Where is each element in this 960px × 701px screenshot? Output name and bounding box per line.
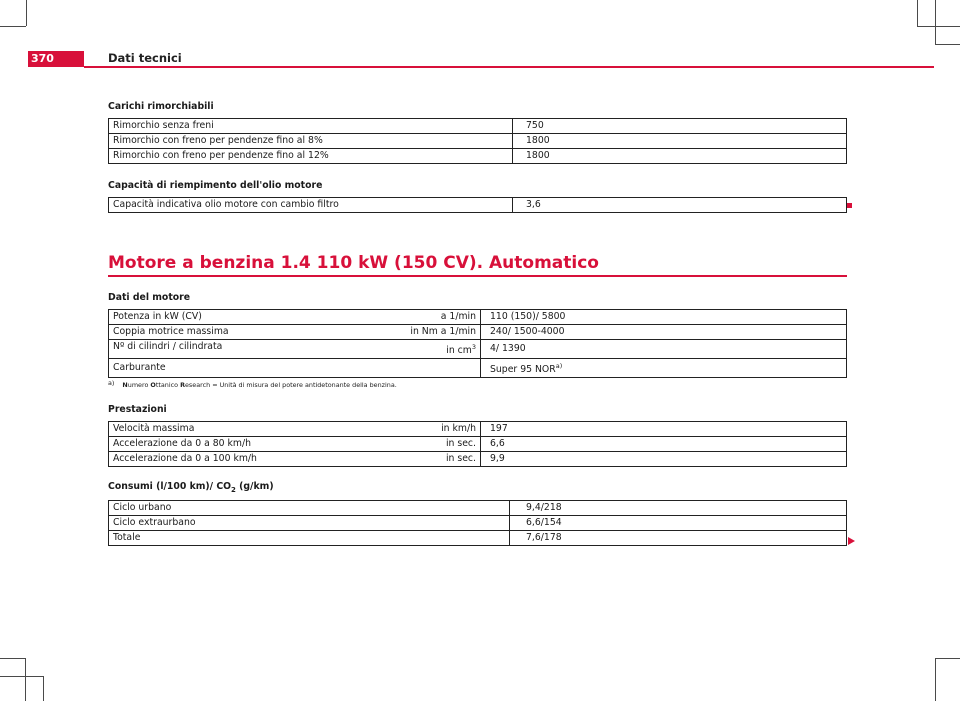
table-row xyxy=(109,531,847,546)
row-label-cell xyxy=(109,437,481,452)
crop-mark xyxy=(0,658,25,659)
table-row xyxy=(109,149,847,164)
table-row xyxy=(109,310,847,325)
crop-mark xyxy=(0,26,26,27)
crop-mark xyxy=(25,658,26,701)
section-title: Motore a benzina 1.4 110 kW (150 CV). Automatico xyxy=(108,253,599,273)
consumi-heading-sub: 2 xyxy=(231,485,236,494)
row-value: 1800 xyxy=(513,134,847,149)
row-unit: in sec. xyxy=(445,438,476,449)
row-unit-sup: 3 xyxy=(471,343,476,351)
crop-mark xyxy=(0,676,43,677)
row-unit: in km/h xyxy=(441,423,476,434)
motore-heading: Dati del motore xyxy=(108,292,191,303)
continue-arrow-icon xyxy=(848,537,855,545)
motore-table xyxy=(108,309,847,378)
table-row xyxy=(109,437,847,452)
row-label-cell xyxy=(109,422,481,437)
crop-mark xyxy=(43,676,44,701)
crop-mark xyxy=(26,0,27,26)
row-unit-group xyxy=(446,340,476,358)
row-label: Accelerazione da 0 a 80 km/h xyxy=(113,438,252,449)
row-unit: in sec. xyxy=(445,453,476,464)
row-label: Carburante xyxy=(113,362,166,374)
row-value xyxy=(481,340,847,359)
prestazioni-heading: Prestazioni xyxy=(108,404,167,415)
row-value: 9,9 xyxy=(481,452,847,467)
table-row xyxy=(109,119,847,134)
row-value xyxy=(481,359,847,378)
row-value-text: Super 95 NOR xyxy=(490,364,556,376)
row-label-cell xyxy=(109,452,481,467)
crop-mark xyxy=(935,0,936,44)
row-value: 6,6/154 xyxy=(510,516,847,531)
row-label: Ciclo extraurbano xyxy=(109,516,510,531)
olio-table xyxy=(108,197,847,213)
table-row xyxy=(109,516,847,531)
row-label: Nº di cilindri / cilindrata xyxy=(113,341,223,352)
page-number: 370 xyxy=(31,52,54,65)
row-value: 7,6/178 xyxy=(510,531,847,546)
row-label: Capacità indicativa olio motore con cambio filtro xyxy=(109,198,513,213)
row-value: 750 xyxy=(513,119,847,134)
footnote-r-rest: esearch = Unità di misura del potere antidetonante della benzina. xyxy=(185,381,397,389)
row-label: Totale xyxy=(109,531,510,546)
row-label-cell xyxy=(109,359,481,378)
crop-mark xyxy=(935,658,960,659)
footnote-mark: a) xyxy=(108,379,115,387)
table-row xyxy=(109,422,847,437)
footnote-o: O xyxy=(150,381,156,389)
row-value: 240/ 1500-4000 xyxy=(481,325,847,340)
consumi-heading xyxy=(108,481,274,494)
consumi-heading-b: (g/km) xyxy=(235,481,274,492)
header-rule xyxy=(84,66,934,68)
row-unit: in cm xyxy=(446,345,472,357)
consumi-heading-a: Consumi (l/100 km)/ CO xyxy=(108,481,232,492)
rimorchi-heading: Carichi rimorchiabili xyxy=(108,101,214,112)
row-value: 1800 xyxy=(513,149,847,164)
section-end-marker xyxy=(847,203,852,208)
row-label: Accelerazione da 0 a 100 km/h xyxy=(113,453,257,464)
row-value: 6,6 xyxy=(481,437,847,452)
footnote-r: R xyxy=(180,381,185,389)
row-label: Coppia motrice massima xyxy=(113,326,229,337)
row-label-cell xyxy=(109,325,481,340)
crop-mark xyxy=(917,26,960,27)
row-label: Rimorchio senza freni xyxy=(109,119,513,134)
row-label: Rimorchio con freno per pendenze fino al 12% xyxy=(109,149,513,164)
row-unit: in Nm a 1/min xyxy=(410,326,476,337)
consumi-table xyxy=(108,500,847,546)
row-value: 110 (150)/ 5800 xyxy=(481,310,847,325)
table-row xyxy=(109,340,847,359)
row-label-cell xyxy=(109,310,481,325)
crop-mark xyxy=(917,0,918,26)
row-label: Velocità massima xyxy=(113,423,195,434)
table-row xyxy=(109,134,847,149)
table-row xyxy=(109,198,847,213)
row-unit: a 1/min xyxy=(440,311,476,322)
prestazioni-table xyxy=(108,421,847,467)
footnote xyxy=(108,381,397,389)
row-label: Rimorchio con freno per pendenze fino al 8% xyxy=(109,134,513,149)
olio-heading: Capacità di riempimento dell'olio motore xyxy=(108,180,323,191)
table-row xyxy=(109,359,847,378)
footnote-ref: a) xyxy=(555,362,563,371)
rimorchi-table xyxy=(108,118,847,164)
row-label: Ciclo urbano xyxy=(109,501,510,516)
row-value: 197 xyxy=(481,422,847,437)
crop-mark xyxy=(935,44,960,45)
row-label: Potenza in kW (CV) xyxy=(113,311,202,322)
section-title-rule xyxy=(108,275,847,277)
row-label-cell xyxy=(109,340,481,359)
table-row xyxy=(109,452,847,467)
row-value: 9,4/218 xyxy=(510,501,847,516)
table-row xyxy=(109,501,847,516)
crop-mark xyxy=(935,658,936,701)
footnote-o-rest: ttanico xyxy=(155,381,181,389)
row-value: 3,6 xyxy=(513,198,847,213)
table-row xyxy=(109,325,847,340)
footnote-n: N xyxy=(122,381,128,389)
row-value-text: 4/ 1390 xyxy=(490,343,526,355)
footnote-n-rest: umero xyxy=(127,381,151,389)
page-title: Dati tecnici xyxy=(108,51,182,65)
